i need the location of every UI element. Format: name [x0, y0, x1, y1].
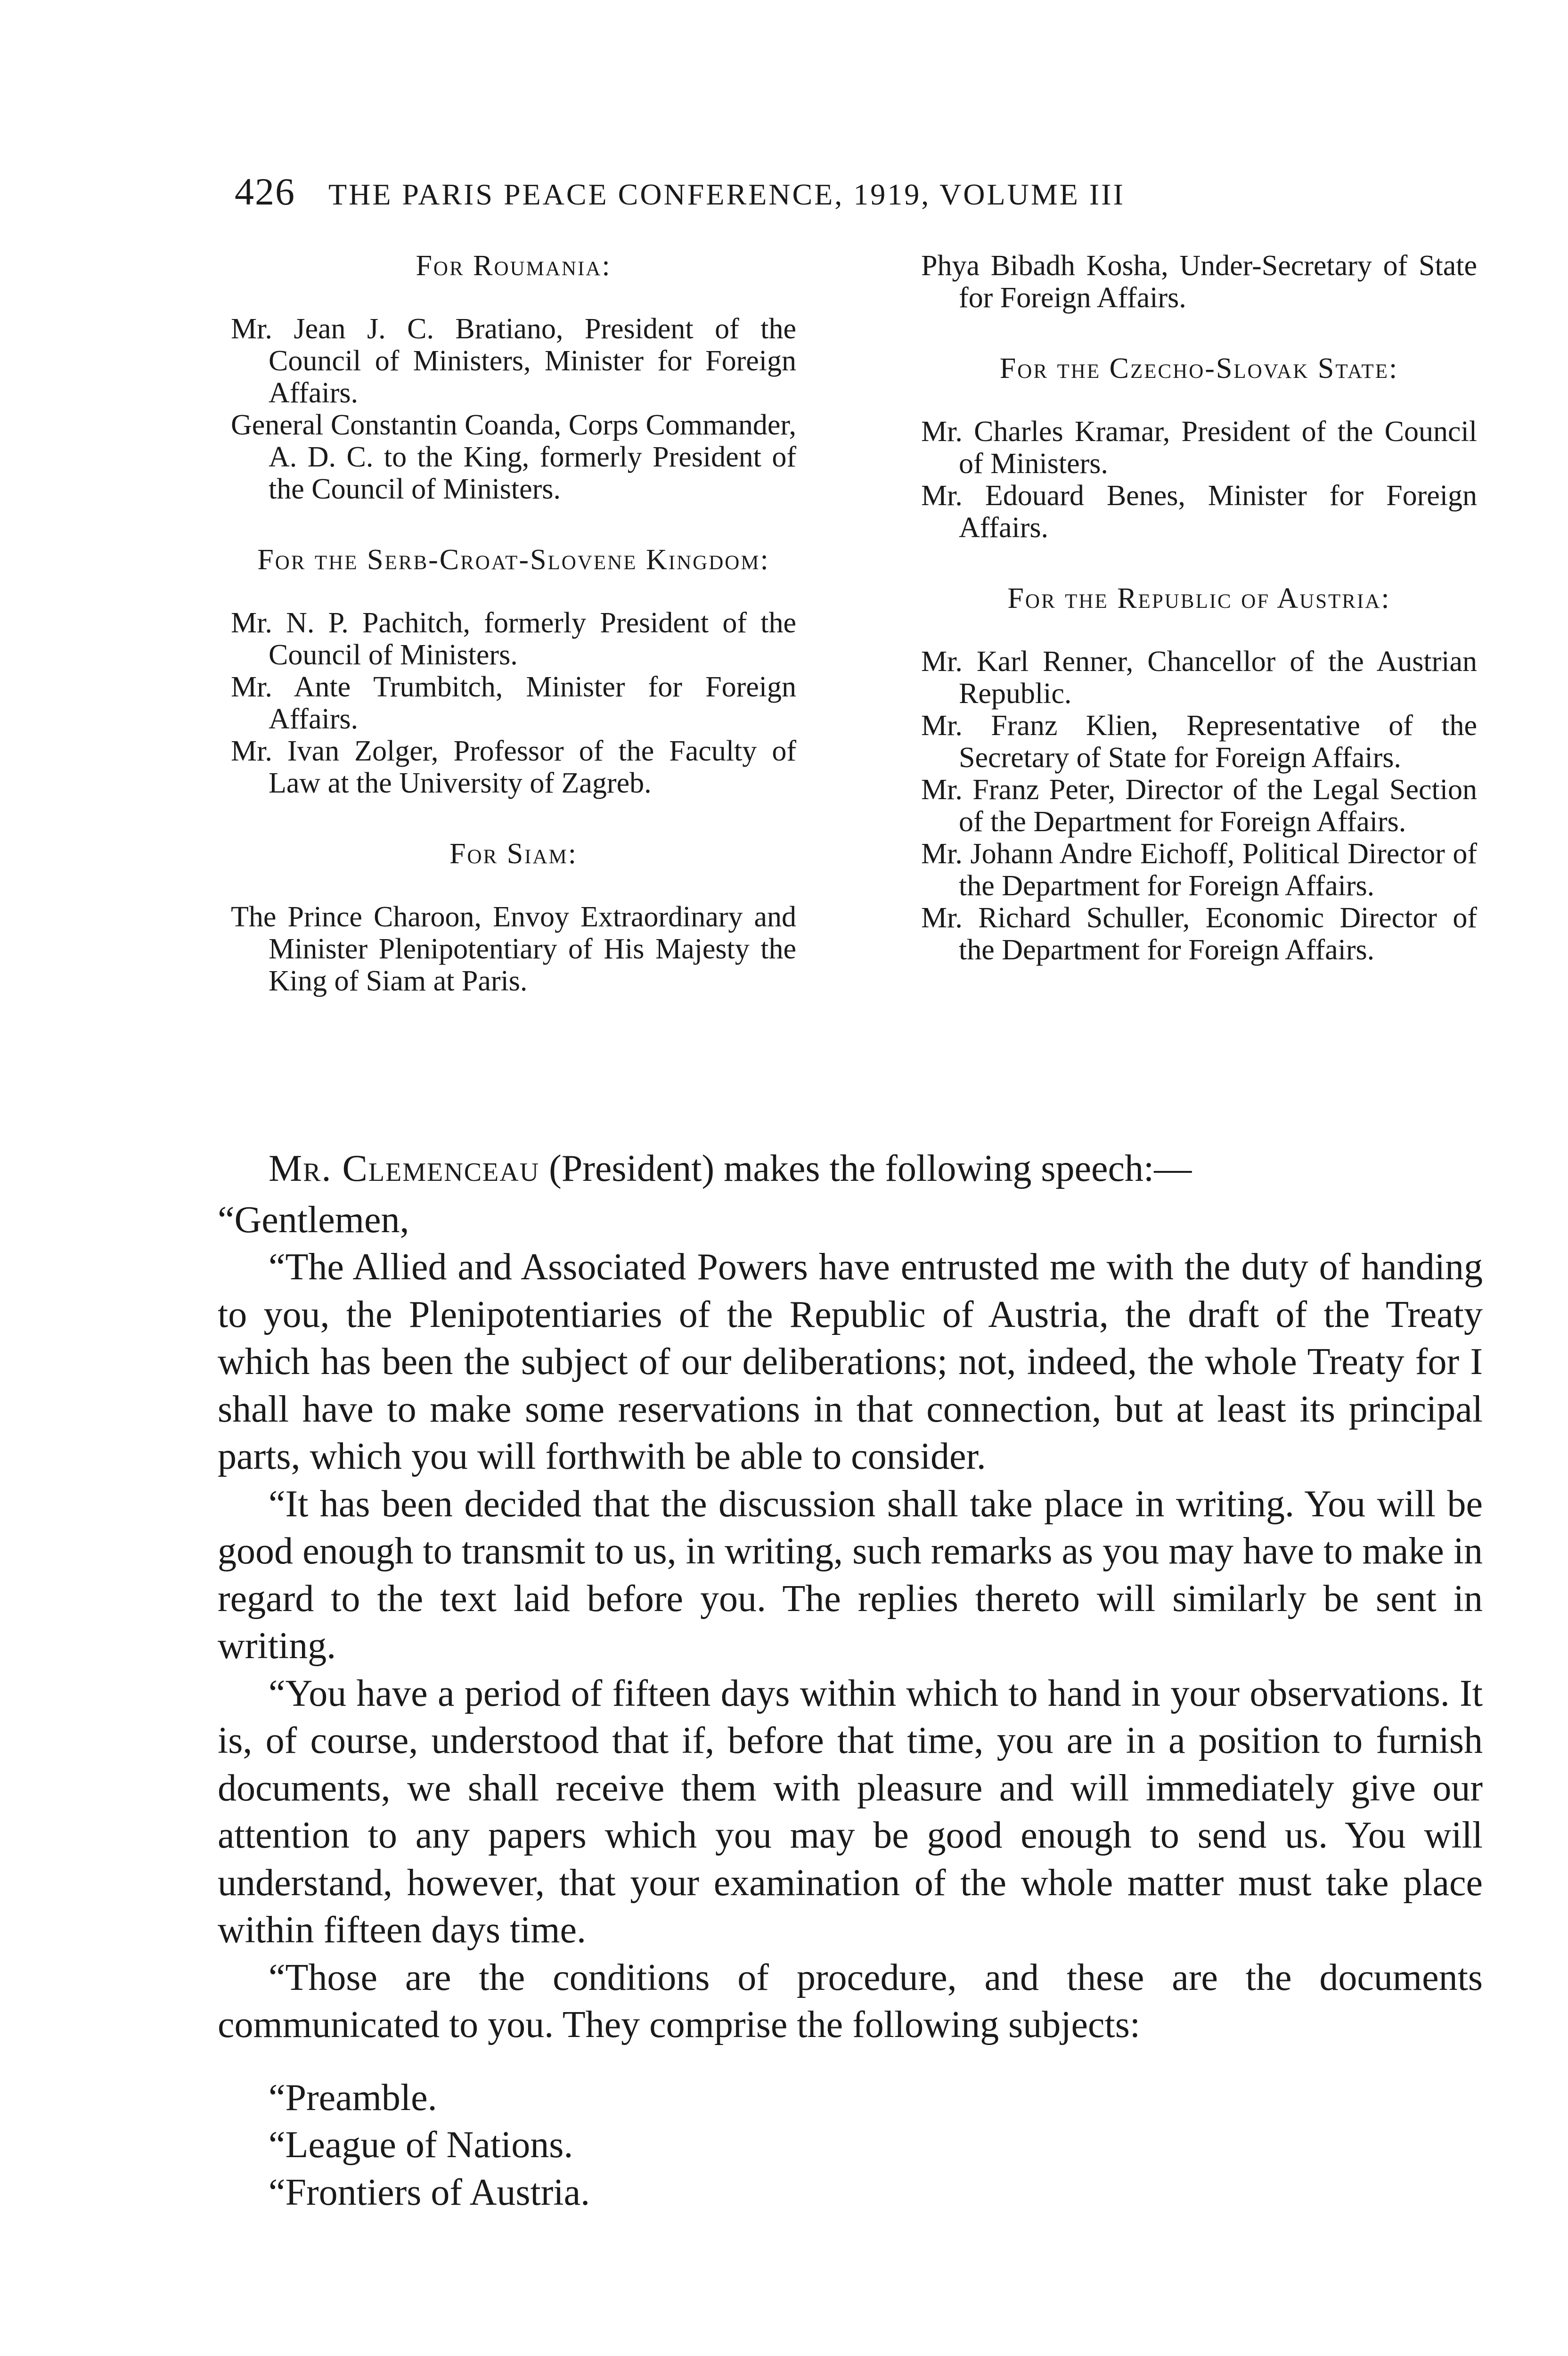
left-column: [231, 250, 796, 997]
delegate-entry: Mr. Franz Klien, Representative of the Secretary of State for Foreign Affairs.: [921, 710, 1477, 774]
austria-delegates: [921, 646, 1477, 966]
speaker-name: Mr. Clemenceau: [269, 1148, 540, 1189]
heading-czecho-slovak: For the Czecho-Slovak State:: [999, 352, 1399, 384]
heading-siam: For Siam:: [449, 838, 578, 870]
speech-paragraph: “You have a period of fifteen days within which to hand in your observations. It is, of course, understood that if, before that time, you are in a position to furnish documents, we shall receive them with pleasure and will immediately give our attention to any papers which you may be good enough to send us. You will understand, however, that your examination of the whole matter must take place within fifteen days time.: [218, 1672, 1483, 1951]
speech-paragraph: “The Allied and Associated Powers have entrusted me with the duty of handing to you, the Plenipotentiaries of the Republic of Austria, the draft of the Treaty which has been the subject of our deliberations; not, indeed, the whole Treaty for I shall have to make some reservations in that connection, but at least its principal parts, which you will forthwith be able to consider.: [218, 1246, 1483, 1477]
speech-paragraph: “Those are the conditions of procedure, and these are the documents communicated to you. They comprise the following subjects:: [218, 1956, 1483, 2045]
subjects-list: [218, 2074, 1483, 2217]
serb-croat-slovene-delegates: [231, 607, 796, 799]
subject-item: “Preamble.: [269, 2077, 437, 2119]
delegate-entry: Mr. Edouard Benes, Minister for Foreign Affairs.: [921, 480, 1477, 544]
right-column: [921, 250, 1477, 966]
roumania-delegates: [231, 313, 796, 505]
spacer: [218, 2049, 1483, 2074]
speaker-intro: (President) makes the following speech:—: [539, 1148, 1192, 1189]
delegate-entry: Mr. Karl Renner, Chancellor of the Austrian Republic.: [921, 646, 1477, 710]
delegate-entry: Mr. N. P. Pachitch, formerly President of the Council of Ministers.: [231, 607, 796, 671]
speaker-line: [218, 1145, 1483, 1193]
siam-delegates: [231, 901, 796, 997]
delegate-entry: Mr. Ante Trumbitch, Minister for Foreign Affairs.: [231, 671, 796, 735]
heading-roumania: For Roumania:: [416, 250, 612, 282]
salutation: “Gentlemen,: [218, 1199, 409, 1241]
delegate-entry: Phya Bibadh Kosha, Under-Secretary of State for Foreign Affairs.: [921, 250, 1477, 314]
page-number: 426: [235, 170, 295, 213]
heading-serb-croat-slovene: For the Serb-Croat-Slovene Kingdom:: [257, 544, 770, 576]
heading-austria: For the Republic of Austria:: [1007, 582, 1391, 614]
delegate-entry: Mr. Charles Kramar, President of the Council of Ministers.: [921, 416, 1477, 480]
subject-item: “Frontiers of Austria.: [269, 2171, 590, 2213]
delegate-entry: Mr. Richard Schuller, Economic Director of the Department for Foreign Affairs.: [921, 902, 1477, 966]
siam-delegates-continued: [921, 250, 1477, 314]
delegate-entry: The Prince Charoon, Envoy Extraordinary and Minister Plenipotentiary of His Majesty the King of Siam at Paris.: [231, 901, 796, 997]
running-title: THE PARIS PEACE CONFERENCE, 1919, VOLUME III: [328, 178, 1125, 211]
czecho-slovak-delegates: [921, 416, 1477, 544]
running-header: [235, 170, 1356, 212]
delegate-entry: General Constantin Coanda, Corps Commander, A. D. C. to the King, formerly President of the Council of Ministers.: [231, 409, 796, 505]
delegate-entry: Mr. Franz Peter, Director of the Legal Section of the Department for Foreign Affairs.: [921, 774, 1477, 838]
delegate-entry: Mr. Ivan Zolger, Professor of the Faculty of Law at the University of Zagreb.: [231, 735, 796, 799]
speech-paragraph: “It has been decided that the discussion shall take place in writing. You will be good enough to transmit to us, in writing, such remarks as you may have to make in regard to the text laid before you. The replies thereto will similarly be sent in writing.: [218, 1483, 1483, 1667]
delegate-entry: Mr. Jean J. C. Bratiano, President of the Council of Ministers, Minister for Foreign Affairs.: [231, 313, 796, 409]
subject-item: “League of Nations.: [269, 2124, 573, 2166]
speech-body: [218, 1145, 1483, 2216]
delegate-entry: Mr. Johann Andre Eichoff, Political Director of the Department for Foreign Affairs.: [921, 838, 1477, 902]
